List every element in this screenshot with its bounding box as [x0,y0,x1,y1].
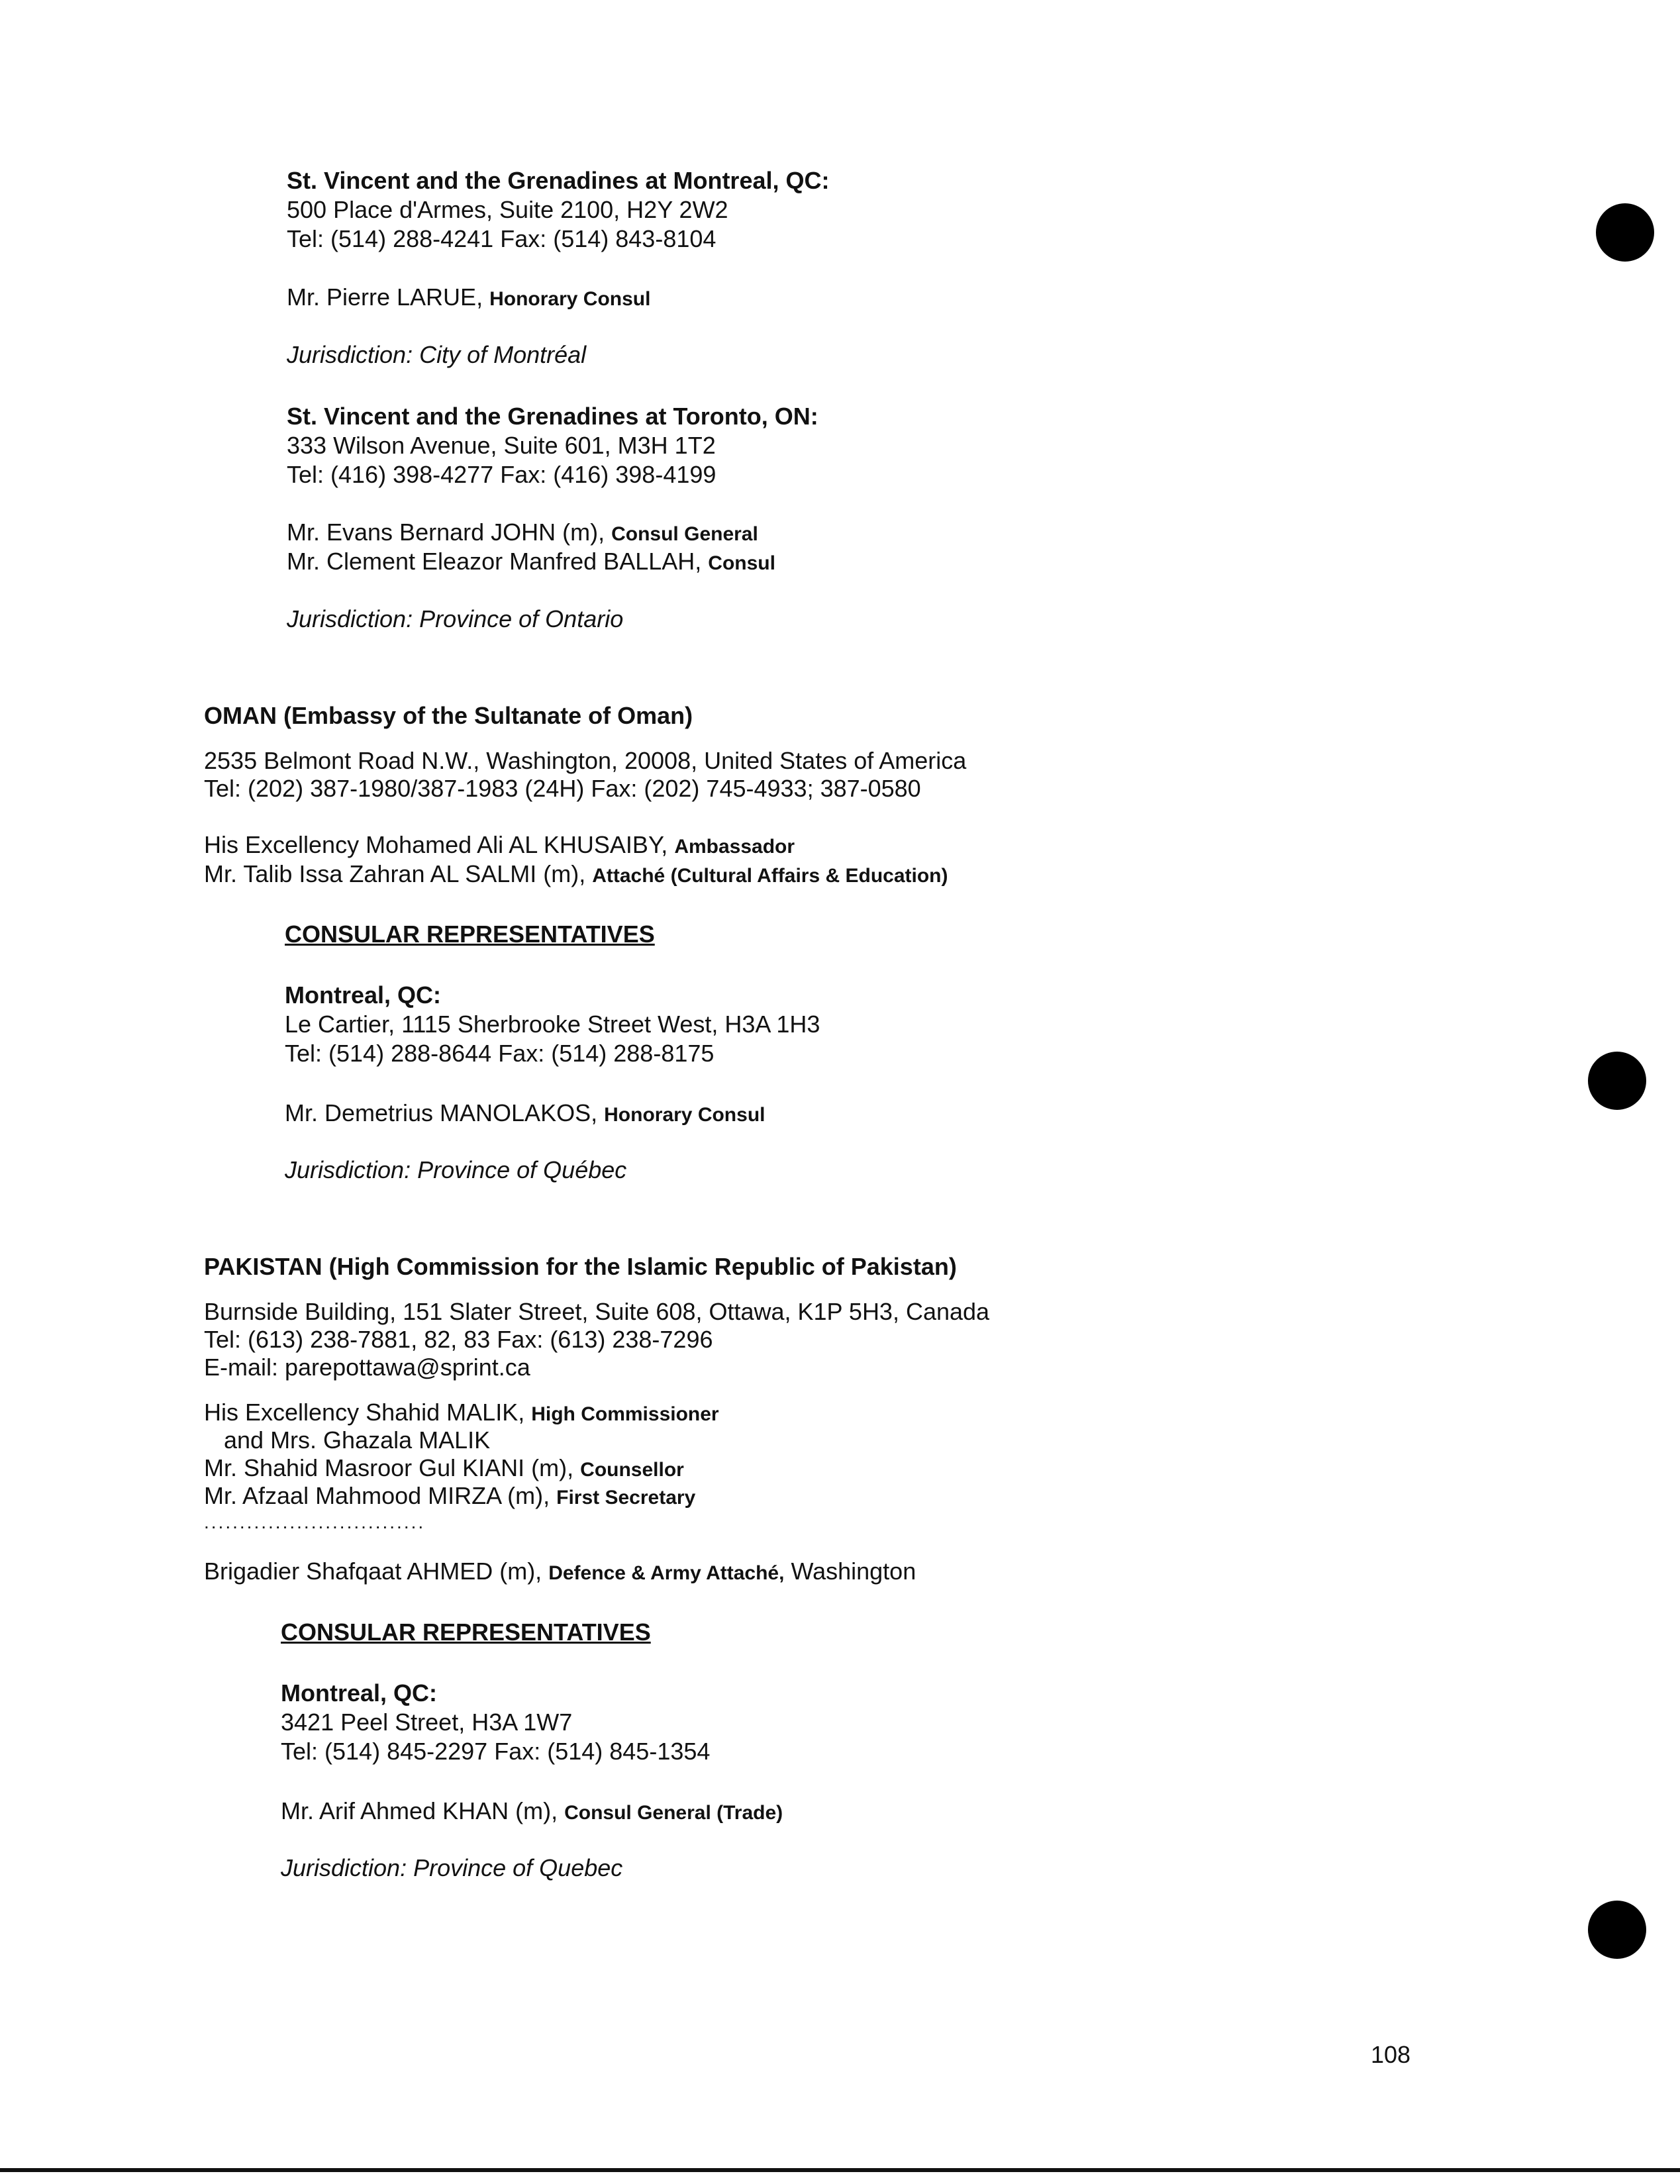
svg-montreal-jurisdiction: Jurisdiction: City of Montréal [287,341,587,368]
punch-hole-bottom [1588,1901,1646,1959]
person-title: High Commissioner [531,1403,719,1425]
pakistan-consular-address: 3421 Peel Street, H3A 1W7 [281,1709,573,1736]
oman-person-1 [204,831,795,861]
pakistan-consular-tel: Tel: (514) 845-2297 Fax: (514) 845-1354 [281,1738,711,1765]
person-title: Ambassador [674,836,795,858]
person-name: Mr. Demetrius MANOLAKOS, [285,1099,598,1126]
person-title: First Secretary [556,1487,696,1509]
oman-consular-tel: Tel: (514) 288-8644 Fax: (514) 288-8175 [285,1040,715,1067]
pakistan-tel: Tel: (613) 238-7881, 82, 83 Fax: (613) 238-7296 [204,1326,713,1353]
person-name: Mr. Talib Issa Zahran AL SALMI (m), [204,860,586,887]
person-title: Counsellor [580,1459,684,1481]
pakistan-person-4 [204,1558,916,1587]
person-title: Defence & Army Attaché, [548,1562,785,1584]
person-title: Honorary Consul [489,288,651,310]
oman-consular-city: Montreal, QC: [285,981,442,1009]
pakistan-email: E-mail: parepottawa@sprint.ca [204,1354,530,1381]
pakistan-address: Burnside Building, 151 Slater Street, Suite 608, Ottawa, K1P 5H3, Canada [204,1298,990,1325]
oman-heading: OMAN (Embassy of the Sultanate of Oman) [204,702,693,729]
pakistan-consular-person [281,1797,783,1827]
pakistan-person-1-spouse: and Mrs. Ghazala MALIK [224,1426,491,1454]
svg-toronto-person-1 [287,519,758,548]
oman-consular-heading: CONSULAR REPRESENTATIVES [285,920,655,948]
person-name: His Excellency Mohamed Ali AL KHUSAIBY, [204,831,668,858]
svg-montreal-heading: St. Vincent and the Grenadines at Montreal, QC: [287,167,830,194]
person-name: Mr. Pierre LARUE, [287,283,483,311]
pakistan-consular-city: Montreal, QC: [281,1679,438,1707]
person-name: Mr. Arif Ahmed KHAN (m), [281,1797,558,1824]
punch-hole-middle [1588,1052,1646,1110]
svg-toronto-person-2 [287,548,775,577]
person-title: Honorary Consul [604,1104,766,1126]
oman-address: 2535 Belmont Road N.W., Washington, 20008, United States of America [204,747,967,774]
oman-person-2 [204,860,948,890]
person-name: Mr. Clement Eleazor Manfred BALLAH, [287,548,702,575]
svg-toronto-heading: St. Vincent and the Grenadines at Toronto, ON: [287,403,818,430]
punch-hole-top [1596,203,1654,262]
oman-consular-jurisdiction: Jurisdiction: Province of Québec [285,1156,627,1183]
person-name: Mr. Shahid Masroor Gul KIANI (m), [204,1454,574,1481]
person-name: Mr. Evans Bernard JOHN (m), [287,519,605,546]
svg-montreal-tel: Tel: (514) 288-4241 Fax: (514) 843-8104 [287,225,716,252]
person-title: Attaché (Cultural Affairs & Education) [592,865,948,887]
oman-tel: Tel: (202) 387-1980/387-1983 (24H) Fax: (202) 745-4933; 387-0580 [204,775,921,802]
svg-montreal-person [287,283,650,313]
pakistan-person-2 [204,1454,684,1484]
person-title: Consul [708,552,775,574]
person-place: Washington [791,1558,916,1585]
person-title: Consul General [611,523,758,545]
pakistan-person-1 [204,1399,719,1428]
person-title: Consul General (Trade) [564,1802,783,1824]
svg-toronto-jurisdiction: Jurisdiction: Province of Ontario [287,605,624,632]
person-name: Brigadier Shafqaat AHMED (m), [204,1558,542,1585]
bottom-rule [0,2168,1680,2172]
oman-consular-address: Le Cartier, 1115 Sherbrooke Street West, H3A 1H3 [285,1011,820,1038]
oman-consular-person [285,1099,765,1129]
person-name: His Excellency Shahid MALIK, [204,1399,525,1426]
pakistan-consular-jurisdiction: Jurisdiction: Province of Quebec [281,1854,623,1881]
svg-toronto-tel: Tel: (416) 398-4277 Fax: (416) 398-4199 [287,461,716,488]
pakistan-dots: ............................... [204,1512,426,1532]
pakistan-consular-heading: CONSULAR REPRESENTATIVES [281,1618,651,1646]
svg-toronto-address: 333 Wilson Avenue, Suite 601, M3H 1T2 [287,432,716,459]
person-name: Mr. Afzaal Mahmood MIRZA (m), [204,1482,550,1509]
pakistan-person-3 [204,1482,695,1512]
page-number: 108 [1371,2041,1411,2068]
svg-montreal-address: 500 Place d'Armes, Suite 2100, H2Y 2W2 [287,196,728,223]
pakistan-heading: PAKISTAN (High Commission for the Islamic Republic of Pakistan) [204,1253,957,1280]
